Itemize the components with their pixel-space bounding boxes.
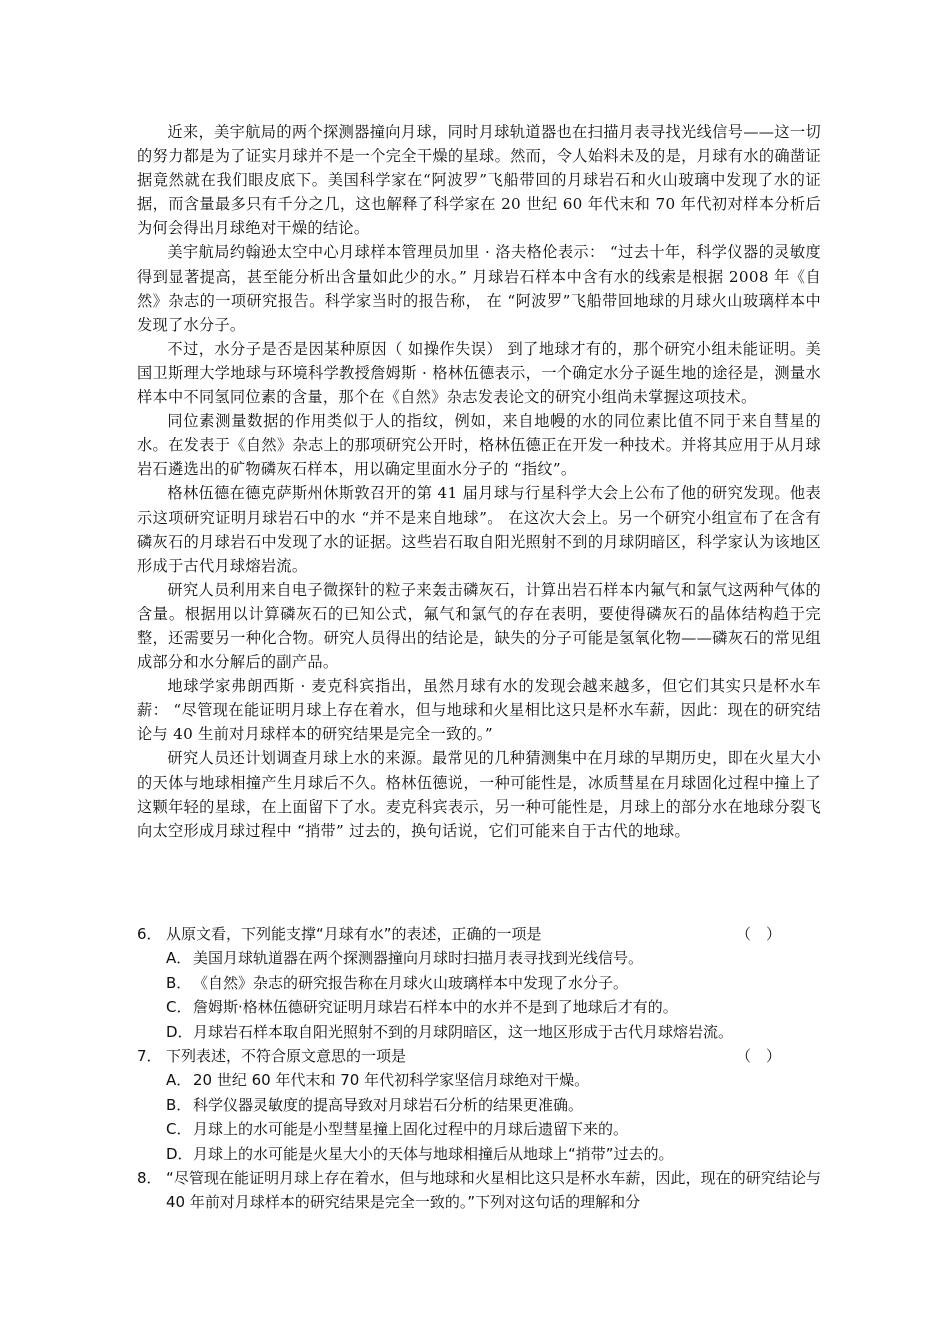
- option-b: [137, 1093, 821, 1117]
- option-label: A．: [166, 1071, 192, 1090]
- option-d: [137, 1142, 821, 1166]
- question-8: [137, 1166, 821, 1215]
- option-c: [137, 995, 821, 1019]
- option-d: [137, 1020, 821, 1044]
- option-text: 20 世纪 60 年代末和 70 年代初科学家坚信月球绝对干燥。: [193, 1071, 590, 1090]
- passage-paragraph-8: 研究人员还计划调查月球上水的来源。最常见的几种猜测集中在月球的早期历史，即在火星大小的天体与地球相撞产生月球后不久。格林伍德说，一种可能性是，冰质彗星在月球固化过程中撞上了这颗年轻的星球，在上面留下了水。麦克科宾表示，另一种可能性是，月球上的部分水在地球分裂飞向太空形成月球过程中 “捎带” 过去的，换句话说，它们可能来自于古代的地球。: [137, 749, 821, 840]
- question-number: 8．: [137, 1169, 162, 1188]
- option-label: D．: [166, 1022, 193, 1041]
- option-label: A．: [166, 949, 192, 968]
- option-label: D．: [166, 1144, 193, 1163]
- question-number: 6．: [137, 925, 162, 943]
- passage-paragraph-7: 地球学家弗朗西斯 · 麦克科宾指出，虽然月球有水的发现会越来越多，但它们其实只是杯水车薪： “尽管现在能证明月球上存在着水，但与地球和火星相比这只是杯水车薪，因此：现在的研究结论与 40 生前对月球样本的研究结果是完全一致的。”: [137, 677, 821, 744]
- reading-passage: [137, 120, 821, 843]
- passage-paragraph-5: 格林伍德在德克萨斯州休斯敦召开的第 41 届月球与行星科学大会上公布了他的研究发现。他表示这项研究证明月球岩石中的水 “并不是来自地球”。 在这次大会上。另一个研究小组宣布了在含有磷灰石的月球岩石中发现了水的证据。这些岩石取自阳光照射不到的月球阴暗区，科学家认为该地区形成于古代月球熔岩流。: [137, 484, 821, 575]
- option-c: [137, 1117, 821, 1141]
- option-text: 《自然》杂志的研究报告称在月球火山玻璃样本中发现了水分子。: [193, 973, 629, 992]
- answer-blank: （ ）: [735, 925, 781, 943]
- option-label: C．: [166, 1120, 192, 1139]
- question-stem: 下列表述，不符合原文意思的一项是: [166, 1047, 407, 1066]
- passage-paragraph-1: 近来，美宇航局的两个探测器撞向月球，同时月球轨道器也在扫描月表寻找光线信号——这一切的努力都是为了证实月球并不是一个完全干燥的星球。然而，令人始料未及的是，月球有水的确凿证据竟然就在我们眼皮底下。美国科学家在“阿波罗”飞船带回的月球岩石和火山玻璃中发现了水的证据，而含量最多只有千分之几，这也解释了科学家在 20 世纪 60 年代末和 70 年代初对样本分析后为何会得出月球绝对干燥的结论。: [137, 123, 821, 238]
- question-list: [137, 922, 821, 1215]
- passage-paragraph-4: 同位素测量数据的作用类似于人的指纹，例如，来自地幔的水的同位素比值不同于来自彗星的水。在发表于《自然》杂志上的那项研究公开时，格林伍德正在开发一种技术。并将其应用于从月球岩石遴选出的矿物磷灰石样本，用以确定里面水分子的 “指纹”。: [137, 412, 821, 479]
- question-number: 7．: [137, 1047, 162, 1066]
- question-6: [137, 922, 821, 946]
- question-stem: 从原文看，下列能支撑“月球有水”的表述，正确的一项是: [166, 925, 542, 943]
- answer-blank: （ ）: [735, 1047, 781, 1066]
- option-a: [137, 946, 821, 970]
- option-text: 月球上的水可能是火星大小的天体与地球相撞后从地球上“捎带”过去的。: [193, 1144, 674, 1163]
- option-label: C．: [166, 998, 192, 1017]
- option-b: [137, 971, 821, 995]
- option-text: 美国月球轨道器在两个探测器撞向月球时扫描月表寻找到光线信号。: [193, 949, 644, 968]
- passage-paragraph-6: 研究人员利用来自电子微探针的粒子来轰击磷灰石，计算出岩石样本内氟气和氯气这两种气体的含量。根据用以计算磷灰石的已知公式，氟气和氯气的存在表明，要使得磷灰石的晶体结构趋于完整，还需要另一种化合物。研究人员得出的结论是，缺失的分子可能是氢氧化物——磷灰石的常见组成部分和水分解后的副产品。: [137, 580, 821, 672]
- option-text: 月球上的水可能是小型彗星撞上固化过程中的月球后遗留下来的。: [193, 1120, 629, 1139]
- question-stem: “尽管现在能证明月球上存在着水，但与地球和火星相比这只是杯水车薪，因此，现在的研究结论与 40 年前对月球样本的研究结果是完全一致的。”下列对这句话的理解和分: [166, 1169, 821, 1212]
- option-text: 科学仪器灵敏度的提高导致对月球岩石分析的结果更准确。: [193, 1095, 584, 1114]
- option-text: 月球岩石样本取自阳光照射不到的月球阴暗区，这一地区形成于古代月球熔岩流。: [193, 1022, 734, 1041]
- question-7: [137, 1044, 821, 1068]
- option-label: B．: [166, 973, 192, 992]
- passage-paragraph-3: 不过，水分子是否是因某种原因（ 如操作失误） 到了地球才有的，那个研究小组未能证明。美国卫斯理大学地球与环境科学教授詹姆斯 · 格林伍德表示，一个确定水分子诞生地的途径是，测量水样本中不同氢同位素的含量，那个在《自然》杂志发表论文的研究小组尚未掌握这项技术。: [137, 339, 821, 407]
- passage-paragraph-2: 美宇航局约翰逊太空中心月球样本管理员加里 · 洛夫格伦表示： “过去十年，科学仪器的灵敏度得到显著提高，甚至能分析出含量如此少的水。” 月球岩石样本中含有水的线索是根据 2008 年《自然》杂志的一项研究报告。科学家当时的报告称， 在 “阿波罗”飞船带回地球的月球火山玻璃样本中发现了水分子。: [137, 243, 821, 334]
- option-text: 詹姆斯·格林伍德研究证明月球岩石样本中的水并不是到了地球后才有的。: [193, 998, 678, 1017]
- option-a: [137, 1068, 821, 1092]
- option-label: B．: [166, 1095, 192, 1114]
